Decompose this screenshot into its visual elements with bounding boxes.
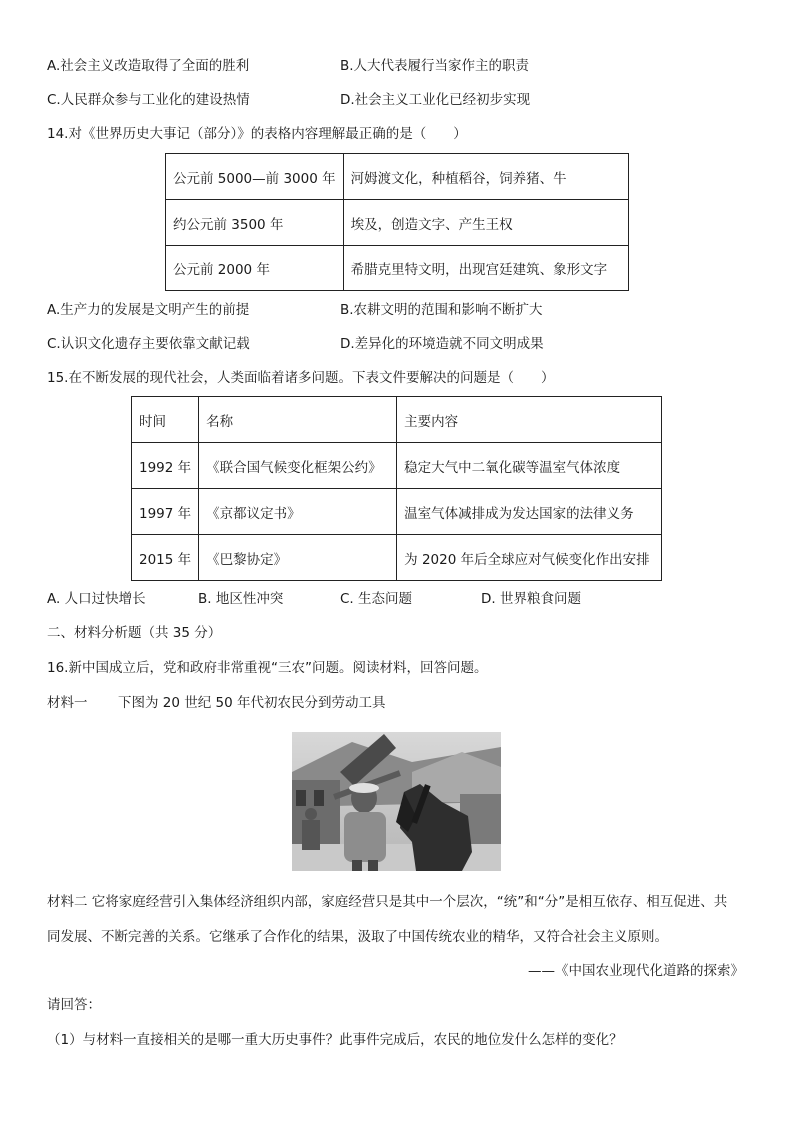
table-cell: 《京都议定书》 [199,489,397,535]
q13-option-c: C.人民群众参与工业化的建设热情 [47,92,250,108]
table-row [166,200,629,246]
table-cell: 温室气体减排成为发达国家的法律义务 [397,489,662,535]
table-row [132,535,662,581]
q16-stem: 16.新中国成立后，党和政府非常重视“三农”问题。阅读材料，回答问题。 [47,660,488,676]
table-cell: 埃及，创造文字、产生王权 [343,200,628,246]
q14-table [165,153,629,291]
q15-option-b: B. 地区性冲突 [198,591,284,607]
table-cell: 2015 年 [132,535,199,581]
q15-table [131,396,662,581]
table-header-cell: 主要内容 [397,397,662,443]
q13-option-d: D.社会主义工业化已经初步实现 [340,92,531,108]
table-cell: 《联合国气候变化框架公约》 [199,443,397,489]
q13-option-a: A.社会主义改造取得了全面的胜利 [47,58,250,74]
table-header-cell: 名称 [199,397,397,443]
q14-option-d: D.差异化的环境造就不同文明成果 [340,336,544,352]
q13-option-b: B.人大代表履行当家作主的职责 [340,58,530,74]
table-cell: 稳定大气中二氧化碳等温室气体浓度 [397,443,662,489]
table-row [166,154,629,200]
table-cell: 约公元前 3500 年 [166,200,344,246]
material2-source: ——《中国农业现代化道路的探索》 [528,963,744,979]
q15-option-a: A. 人口过快增长 [47,591,146,607]
answer-prompt: 请回答： [47,997,101,1013]
table-row [132,489,662,535]
q14-option-c: C.认识文化遗存主要依靠文献记载 [47,336,250,352]
section-title: 二、材料分析题（共 35 分） [47,625,222,641]
table-row [132,443,662,489]
q14-stem: 14.对《世界历史大事记（部分）》的表格内容理解最正确的是（ ） [47,126,467,142]
material1-text: 下图为 20 世纪 50 年代初农民分到劳动工具 [118,695,386,711]
table-cell: 希腊克里特文明，出现宫廷建筑、象形文字 [343,246,628,291]
table-cell: 1997 年 [132,489,199,535]
q14-option-b: B.农耕文明的范围和影响不断扩大 [340,302,543,318]
q15-option-c: C. 生态问题 [340,591,413,607]
material2-line1: 材料二 它将家庭经营引入集体经济组织内部，家庭经营只是其中一个层次，“统”和“分”是相互依存、相互促进、共 [47,894,728,910]
table-cell: 1992 年 [132,443,199,489]
q16-sub1: （1）与材料一直接相关的是哪一重大历史事件？此事件完成后，农民的地位发什么怎样的变化？ [47,1032,623,1048]
table-row [166,246,629,291]
table-header-row [132,397,662,443]
table-cell: 为 2020 年后全球应对气候变化作出安排 [397,535,662,581]
material2-line2: 同发展、不断完善的关系。它继承了合作化的结果，汲取了中国传统农业的精华，又符合社会主义原则。 [47,929,668,945]
table-header-cell: 时间 [132,397,199,443]
farmer-with-horse-photo [292,732,501,871]
q15-option-d: D. 世界粮食问题 [481,591,581,607]
table-cell: 公元前 5000—前 3000 年 [166,154,344,200]
q15-stem: 15.在不断发展的现代社会，人类面临着诸多问题。下表文件要解决的问题是（ ） [47,370,555,386]
q14-option-a: A.生产力的发展是文明产生的前提 [47,302,250,318]
table-cell: 《巴黎协定》 [199,535,397,581]
table-cell: 公元前 2000 年 [166,246,344,291]
material1-label: 材料一 [47,695,88,711]
table-cell: 河姆渡文化，种植稻谷，饲养猪、牛 [343,154,628,200]
